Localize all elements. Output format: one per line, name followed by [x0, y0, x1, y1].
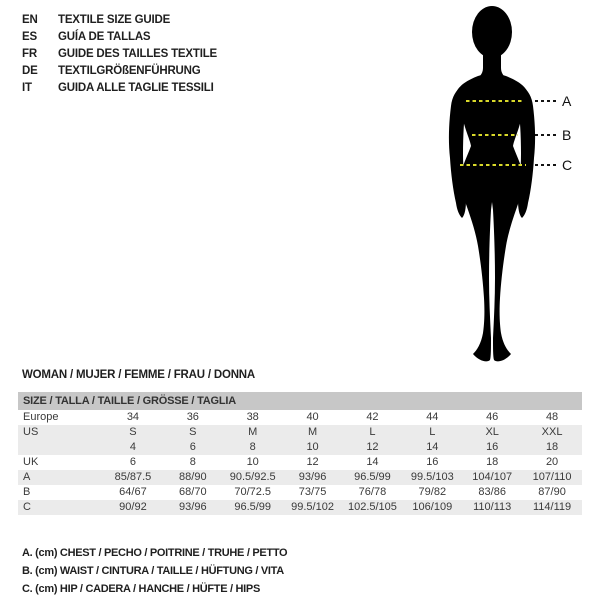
language-code: FR [22, 48, 37, 60]
size-cell: 12 [366, 441, 379, 453]
size-cell: 70/72.5 [234, 486, 272, 498]
size-table-body [18, 410, 582, 515]
language-label: TEXTILE SIZE GUIDE [58, 14, 171, 26]
size-cell: 96.5/99 [354, 471, 391, 483]
size-cell: 93/96 [298, 471, 327, 483]
size-cell: 10 [306, 441, 319, 453]
size-cell: M [307, 426, 318, 438]
size-table-header: SIZE / TALLA / TAILLE / GRÖSSE / TAGLIA [18, 392, 582, 410]
size-cell: 16 [486, 441, 499, 453]
row-label: A [23, 471, 31, 483]
silhouette-body [456, 74, 528, 362]
language-label: TEXTILGRÖßENFÜHRUNG [58, 65, 201, 77]
language-row [22, 46, 217, 63]
language-list [22, 12, 217, 97]
language-code: EN [22, 14, 38, 26]
size-cell: 96.5/99 [234, 501, 272, 513]
size-cell: 93/96 [179, 501, 207, 513]
size-cell: 14 [426, 441, 439, 453]
language-code: ES [22, 31, 37, 43]
language-label: GUIDE DES TAILLES TEXTILE [58, 48, 217, 60]
table-row [18, 500, 582, 515]
size-cell: 16 [426, 456, 439, 468]
size-cell: XXL [541, 426, 563, 438]
size-cell: 18 [545, 441, 559, 453]
size-cell: 42 [366, 411, 379, 423]
size-cell: L [369, 426, 376, 438]
language-code: DE [22, 65, 38, 77]
table-row [18, 440, 582, 455]
size-cell: 79/82 [418, 486, 447, 498]
language-code: IT [22, 82, 32, 94]
size-cell: 90.5/92.5 [229, 471, 276, 483]
legend-item: B. (cm) WAIST / CINTURA / TAILLE / HÜFTUNG / VITA [22, 565, 284, 577]
language-label: GUÍA DE TALLAS [58, 31, 151, 43]
size-cell: 8 [249, 441, 256, 453]
size-cell: 40 [306, 411, 319, 423]
size-cell: 114/119 [532, 501, 572, 513]
size-cell: 6 [129, 456, 136, 468]
size-cell: 76/78 [358, 486, 387, 498]
marker-label-c: C [562, 157, 573, 173]
size-cell: S [189, 426, 197, 438]
size-cell: 102.5/105 [347, 501, 397, 513]
chest-leader-line [535, 100, 556, 102]
size-cell: M [248, 426, 258, 438]
table-row [18, 410, 582, 425]
row-label: UK [23, 456, 39, 468]
size-cell: 44 [426, 411, 439, 423]
hip-leader-line [535, 164, 556, 166]
size-cell: 83/86 [478, 486, 506, 498]
size-cell: 99.5/103 [410, 471, 454, 483]
size-cell: 87/90 [538, 486, 566, 498]
size-cell: 4 [129, 441, 136, 453]
size-cell: 106/109 [412, 501, 453, 513]
size-cell: 68/70 [179, 486, 207, 498]
row-label: US [23, 426, 39, 438]
size-cell: 10 [246, 456, 259, 468]
size-cell: 46 [486, 411, 499, 423]
size-cell: 85/87.5 [114, 471, 152, 483]
table-row [18, 455, 582, 470]
legend-item: C. (cm) HIP / CADERA / HANCHE / HÜFTE / HIPS [22, 583, 260, 595]
size-cell: 64/67 [119, 486, 147, 498]
language-label: GUIDA ALLE TAGLIE TESSILI [58, 82, 214, 94]
silhouette-left-arm [449, 86, 466, 218]
chest-measure-line [466, 100, 524, 102]
size-cell: 12 [306, 456, 319, 468]
size-table [18, 392, 582, 515]
language-row [22, 63, 217, 80]
category-title: WOMAN / MUJER / FEMME / FRAU / DONNA [22, 369, 256, 381]
legend-item: A. (cm) CHEST / PECHO / POITRINE / TRUHE / PETTO [22, 547, 288, 559]
size-cell: 20 [545, 456, 559, 468]
size-cell: 36 [186, 411, 199, 423]
language-row [22, 80, 217, 97]
waist-measure-line [472, 134, 518, 136]
size-cell: 73/75 [298, 486, 327, 498]
waist-leader-line [535, 134, 556, 136]
language-row [22, 12, 217, 29]
size-cell: 104/107 [472, 471, 513, 483]
size-cell: 38 [246, 411, 259, 423]
table-row [18, 485, 582, 500]
row-label: B [23, 486, 31, 498]
size-cell: 34 [126, 411, 140, 423]
size-cell: 48 [545, 411, 559, 423]
row-label: C [23, 501, 31, 513]
measure-legend [22, 544, 287, 598]
size-cell: 8 [189, 456, 196, 468]
size-cell: 18 [486, 456, 499, 468]
table-row [18, 425, 582, 440]
size-cell: 107/110 [532, 471, 572, 483]
size-cell: 110/113 [473, 501, 512, 513]
size-cell: S [129, 426, 137, 438]
size-cell: 90/92 [119, 501, 147, 513]
size-cell: 6 [189, 441, 196, 453]
size-cell: 88/90 [179, 471, 207, 483]
size-cell: L [429, 426, 436, 438]
size-cell: 14 [366, 456, 379, 468]
row-label: Europe [23, 411, 59, 423]
marker-label-b: B [562, 127, 572, 143]
table-row [18, 470, 582, 485]
size-cell: 99.5/102 [291, 501, 334, 513]
silhouette-right-arm [518, 86, 535, 218]
hip-measure-line [460, 164, 526, 166]
size-cell: XL [485, 426, 499, 438]
woman-silhouette-image [400, 0, 600, 370]
marker-label-a: A [562, 93, 572, 109]
language-row [22, 29, 217, 46]
